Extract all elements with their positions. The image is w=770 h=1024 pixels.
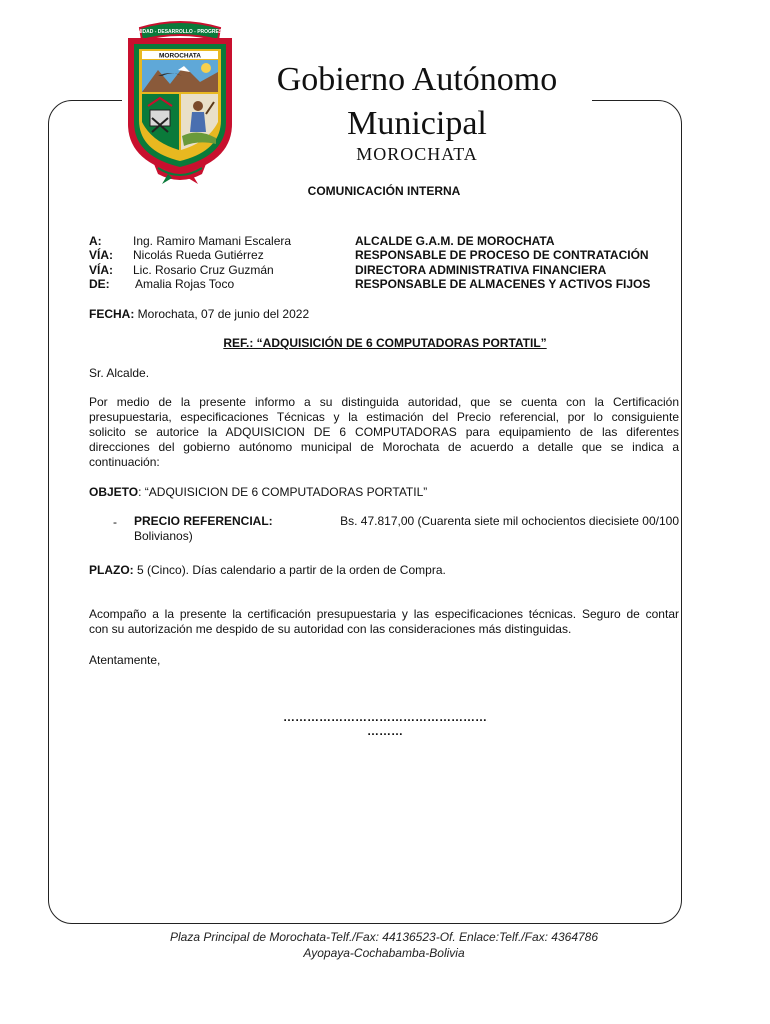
recipient-name-a: Ing. Ramiro Mamani Escalera — [133, 234, 292, 248]
body-paragraph — [89, 395, 679, 470]
fecha-label: FECHA: — [89, 307, 135, 321]
plazo-value: 5 (Cinco). Días calendario a partir de la orden de Compra. — [133, 563, 446, 577]
objeto-value: : “ADQUISICION DE 6 COMPUTADORAS PORTATIL” — [138, 485, 428, 499]
greeting: Sr. Alcalde. — [89, 366, 150, 380]
page-border — [48, 100, 682, 924]
recipient-label-a: A: — [89, 234, 102, 248]
footer-address: Plaza Principal de Morochata-Telf./Fax: 44136523-Of. Enlace:Telf./Fax: 4364786 — [169, 930, 599, 944]
signature-line: …………………………………………… — [283, 710, 487, 724]
objeto-row — [89, 485, 427, 500]
body-line-4: direcciones del gobierno autónomo municipal de Morochata de acuerdo a detalle que se indica a — [89, 440, 679, 454]
recipient-name-via-1: Nicolás Rueda Gutiérrez — [133, 248, 264, 262]
signature-line-continued: ……… — [367, 724, 403, 738]
precio-value: Bs. 47.817,00 (Cuarenta siete mil ochocientos diecisiete 00/100 — [340, 514, 679, 528]
recipient-role-de: RESPONSABLE DE ALMACENES Y ACTIVOS FIJOS — [355, 277, 651, 291]
body-line-1: Por medio de la presente informo a su distinguida autoridad, que se cuenta con la Certificación — [89, 395, 679, 409]
title-line-3: MOROCHATA — [356, 144, 478, 164]
plazo-label: PLAZO: — [89, 563, 134, 577]
bullet-dash: - — [113, 515, 117, 529]
crest-banner-text: UNIDAD - DESARROLLO - PROGRESO — [133, 29, 227, 35]
body-line-2: presupuestaria, especificaciones Técnicas y la estimación del Precio referencial, por lo consiguiente — [89, 410, 679, 424]
objeto-label: OBJETO — [89, 485, 139, 499]
body-line-5: continuación: — [89, 455, 160, 469]
recipient-role-via-2: DIRECTORA ADMINISTRATIVA FINANCIERA — [355, 263, 607, 277]
reference-line: REF.: “ADQUISICIÓN DE 6 COMPUTADORAS PORTATIL” — [223, 336, 547, 350]
precio-value-continued: Bolivianos) — [134, 529, 193, 543]
closing-line-1: Acompaño a la presente la certificación presupuestaria y las especificaciones técnicas. Seguro de contar — [89, 607, 679, 621]
recipient-label-de: DE: — [89, 277, 110, 291]
closing-paragraph — [89, 607, 679, 637]
municipal-crest-logo — [118, 14, 242, 186]
crest-name-text: MOROCHATA — [158, 52, 202, 60]
title-line-2: Municipal — [347, 105, 487, 142]
recipient-role-a: ALCALDE G.A.M. DE MOROCHATA — [355, 234, 555, 248]
precio-label: PRECIO REFERENCIAL: — [134, 514, 273, 528]
recipient-label-via-1: VÍA: — [89, 248, 113, 262]
institution-title — [262, 58, 572, 146]
fecha-row — [89, 307, 309, 322]
closing-line-2: con su autorización me despido de su autoridad con las consideraciones más distinguidas. — [89, 622, 572, 636]
recipient-role-via-1: RESPONSABLE DE PROCESO DE CONTRATACIÓN — [355, 248, 649, 262]
body-line-3: solicito se autorice la ADQUISICION DE 6 COMPUTADORAS para equipamiento de las diferentes — [89, 425, 679, 439]
title-line-3-clip — [262, 140, 572, 164]
recipient-name-de: Amalia Rojas Toco — [135, 277, 235, 291]
recipient-label-via-2: VÍA: — [89, 263, 113, 277]
footer-location: Ayopaya-Cochabamba-Bolivia — [303, 946, 465, 960]
farewell: Atentamente, — [89, 653, 161, 667]
recipient-name-via-2: Lic. Rosario Cruz Guzmán — [133, 263, 274, 277]
fecha-value: Morochata, 07 de junio del 2022 — [137, 307, 310, 321]
plazo-row — [89, 563, 446, 578]
title-line-1: Gobierno Autónomo — [276, 61, 558, 98]
memo-heading: COMUNICACIÓN INTERNA — [307, 184, 461, 198]
